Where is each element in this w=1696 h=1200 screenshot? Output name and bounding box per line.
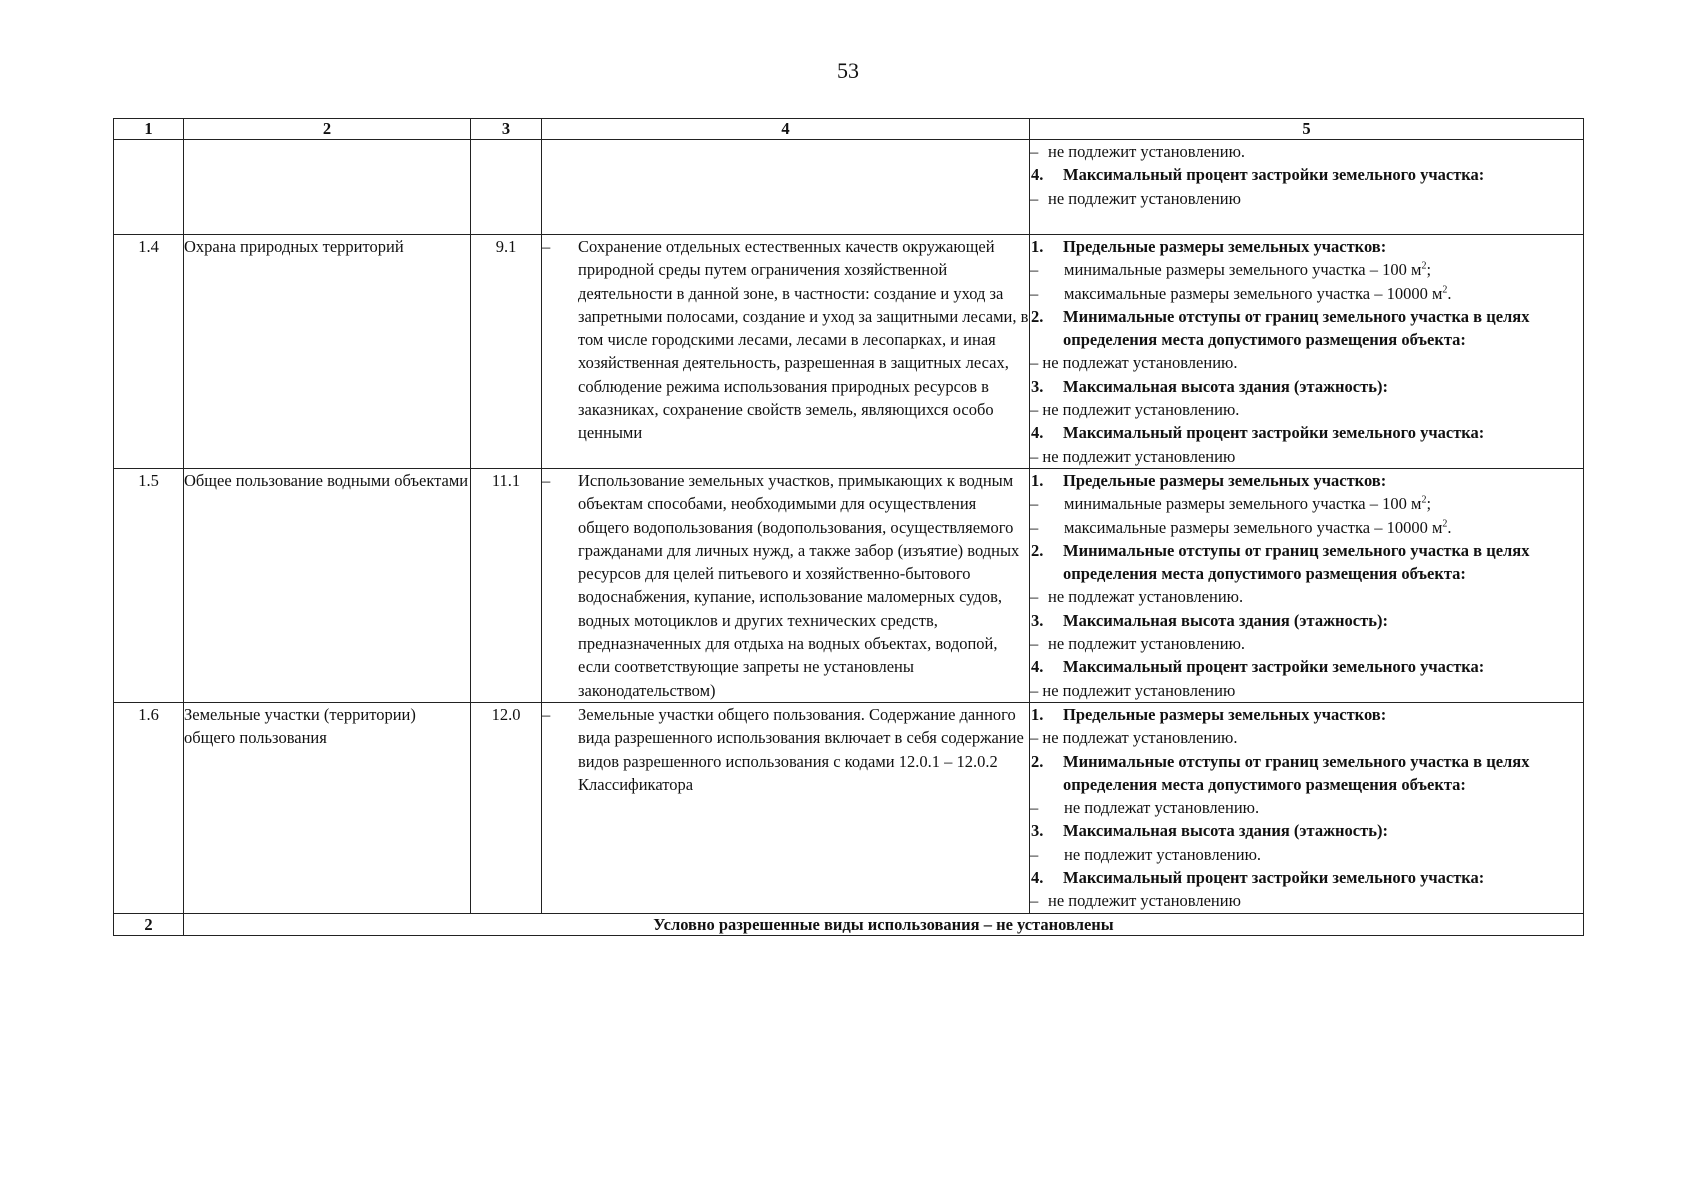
header-col-4: 4 [542,119,1030,140]
param-value-main: не подлежит установлению [1048,188,1241,208]
dash-mark: – [1030,798,1039,818]
param-value-main: не подлежит установлению. [1064,844,1262,864]
table-row [114,468,1584,702]
param-heading [1030,655,1583,678]
dash-mark: – [542,704,551,724]
superscript: 2 [1442,518,1448,530]
description-text: Земельные участки общего пользования. Содержание данного вида разрешенного использования включает в себя содержание видов разрешенного использования с кодами 12.0.1 – 12.0.2 Классификатора [578,704,1024,794]
param-value: – не подлежат установлению. [1030,728,1238,748]
param-heading [1030,163,1583,186]
table-header-row [114,119,1584,140]
param-value [1030,258,1583,281]
param-value-text [1064,258,1583,281]
cell-empty [471,140,542,235]
param-value [1030,282,1583,305]
dash-mark: – [1030,494,1039,514]
table-body [114,140,1584,914]
cell-empty [542,140,1030,235]
header-col-2: 2 [184,119,471,140]
param-heading-text: Минимальные отступы от границ земельного участка в целях определения места допустимого размещения объекта: [1063,540,1530,584]
param-heading [1030,305,1583,352]
description-line [542,703,1029,796]
param-value [1030,140,1583,163]
param-heading-text: Максимальная высота здания (этажность): [1063,610,1388,630]
param-value [1030,889,1583,912]
use-description [542,235,1030,469]
param-value [1030,843,1583,866]
param-number: 3. [1031,610,1044,630]
param-heading-text: Минимальные отступы от границ земельного участка в целях определения места допустимого размещения объекта: [1063,306,1530,350]
cell-params [1030,140,1584,235]
use-name: Общее пользование водными объектами [184,468,471,702]
param-heading [1030,703,1583,726]
param-value-text [1064,796,1583,819]
cell-params [1030,235,1584,469]
param-number: 1. [1031,237,1044,256]
dash-mark: – [1030,517,1039,537]
param-number: 4. [1031,657,1044,677]
dash-mark: – [1030,260,1039,280]
punctuation: . [1447,283,1452,303]
param-heading-text: Максимальная высота здания (этажность): [1063,376,1388,396]
param-value [1030,492,1583,515]
param-value [1030,796,1583,819]
param-heading [1030,375,1583,398]
dash-mark: – [1030,587,1039,607]
classifier-code: 12.0 [471,702,542,913]
dash-mark: – [1030,188,1039,208]
param-value [1030,632,1583,655]
param-value-text [1048,585,1583,608]
param-heading [1030,539,1583,586]
param-value: – не подлежат установлению. [1030,353,1238,373]
param-value [1030,585,1583,608]
param-heading-text: Максимальный процент застройки земельного участка: [1063,165,1485,185]
param-number: 2. [1031,540,1044,560]
param-value-main: не подлежит установлению. [1048,634,1246,654]
conditional-uses-row [114,913,1584,935]
param-value-main: не подлежат установлению. [1048,587,1244,607]
page-number: 53 [837,58,859,83]
table-row [114,235,1584,469]
param-value: – не подлежит установлению [1030,446,1236,466]
param-value-text [1048,187,1583,210]
param-heading [1030,866,1583,889]
superscript: 2 [1421,260,1427,272]
param-value-text [1064,516,1583,539]
param-number: 2. [1031,751,1044,771]
param-heading-text: Максимальный процент застройки земельного участка: [1063,423,1485,443]
param-heading-text: Минимальные отступы от границ земельного участка в целях определения места допустимого размещения объекта: [1063,751,1530,794]
table-row [114,702,1584,913]
header-col-5: 5 [1030,119,1584,140]
use-name: Земельные участки (территории) общего пользования [184,702,471,913]
superscript: 2 [1442,284,1448,296]
param-number: 4. [1031,165,1044,185]
final-row-text: Условно разрешенные виды использования – не установлены [184,913,1584,935]
param-heading-text: Максимальный процент застройки земельного участка: [1063,868,1485,888]
param-heading-text: Предельные размеры земельных участков: [1063,704,1387,724]
param-number: 3. [1031,821,1044,841]
param-value-text [1048,632,1583,655]
punctuation: ; [1426,260,1432,280]
continuation-row [114,140,1584,235]
final-row-number: 2 [114,913,184,935]
row-number: 1.5 [114,468,184,702]
param-value-text [1048,140,1583,163]
description-text: Сохранение отдельных естественных качеств окружающей природной среды путем ограничения хозяйственной деятельности в данной зоне, в частности: создание и уход за запретными полосами, создание и уход за защитными лесами, в том числе городскими лесами, лесами в лесопарках, и иная хозяйственная деятельность, разрешенная в защитных лесах, соблюдение режима использования природных ресурсов в заказниках, сохранение свойств земель, являющихся особо ценными [578,237,1029,443]
punctuation: ; [1426,494,1432,514]
cell-empty [184,140,471,235]
dash-mark: – [542,470,551,490]
dash-mark: – [1030,142,1039,161]
param-value-main: максимальные размеры земельного участка – 10000 м [1064,283,1443,303]
use-description [542,702,1030,913]
param-value-main: не подлежит установлению [1048,891,1241,911]
param-number: 3. [1031,376,1044,396]
cell-params [1030,468,1584,702]
param-heading [1030,469,1583,492]
param-value: – не подлежит установлению. [1030,400,1240,420]
param-heading [1030,609,1583,632]
param-heading [1030,750,1583,797]
param-value-main: максимальные размеры земельного участка – 10000 м [1064,517,1443,537]
punctuation: . [1447,517,1452,537]
param-value: – не подлежит установлению [1030,680,1236,700]
row-number: 1.4 [114,235,184,469]
param-number: 2. [1031,306,1044,326]
param-value-main: не подлежат установлению. [1064,798,1260,818]
use-description [542,468,1030,702]
land-use-table [113,118,1584,936]
param-heading [1030,819,1583,842]
classifier-code: 11.1 [471,468,542,702]
header-col-3: 3 [471,119,542,140]
dash-mark: – [1030,891,1039,911]
param-heading [1030,421,1583,444]
param-value-main: минимальные размеры земельного участка – 100 м [1064,494,1422,514]
param-number: 4. [1031,868,1044,888]
param-value-text [1064,843,1583,866]
param-number: 1. [1031,470,1044,490]
param-value-text [1048,889,1583,912]
dash-mark: – [1030,283,1039,303]
param-heading-text: Предельные размеры земельных участков: [1063,470,1387,490]
classifier-code: 9.1 [471,235,542,469]
dash-mark: – [1030,634,1039,654]
param-value-main: не подлежит установлению. [1048,142,1246,161]
param-value-text [1064,492,1583,515]
header-col-1: 1 [114,119,184,140]
row-number: 1.6 [114,702,184,913]
param-number: 4. [1031,423,1044,443]
description-text: Использование земельных участков, примыкающих к водным объектам способами, необходимыми для осуществления общего водопользования (водопользования, осуществляемого гражданами для личных нужд, а также забор (изъятие) водных ресурсов для целей питьевого и хозяйственно-бытового водоснабжения, купание, использование маломерных судов, водных мотоциклов и других технических средств, предназначенных для отдыха на водных объектах, водопой, если соответствующие запреты не установлены законодательством) [578,470,1020,700]
param-value [1030,187,1583,210]
description-line [542,469,1029,702]
param-value-main: минимальные размеры земельного участка – 100 м [1064,260,1422,280]
param-value [1030,516,1583,539]
param-heading [1030,235,1583,258]
param-heading-text: Предельные размеры земельных участков: [1063,237,1387,256]
param-number: 1. [1031,704,1044,724]
cell-params [1030,702,1584,913]
superscript: 2 [1421,494,1427,506]
use-name: Охрана природных территорий [184,235,471,469]
param-value-text [1064,282,1583,305]
cell-empty [114,140,184,235]
description-line [542,235,1029,445]
param-heading-text: Максимальная высота здания (этажность): [1063,821,1388,841]
dash-mark: – [1030,844,1039,864]
dash-mark: – [542,237,551,256]
param-heading-text: Максимальный процент застройки земельного участка: [1063,657,1485,677]
